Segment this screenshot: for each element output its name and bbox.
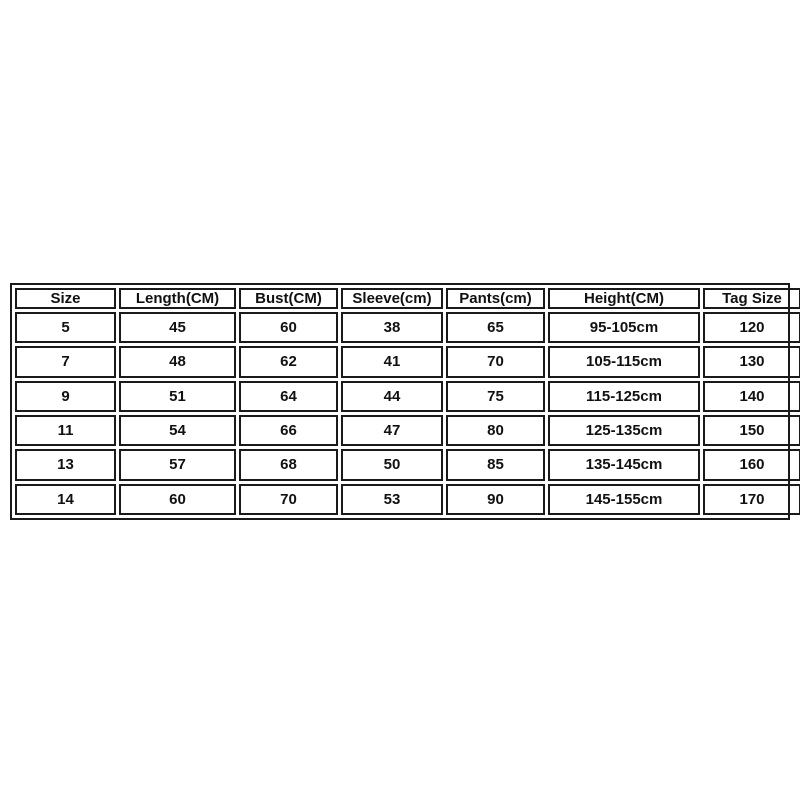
table-row xyxy=(15,346,800,377)
table-cell: 54 xyxy=(119,415,236,446)
table-cell: 60 xyxy=(119,484,236,515)
table-cell: 115-125cm xyxy=(548,381,700,412)
table-cell: 140 xyxy=(703,381,800,412)
table-cell: 130 xyxy=(703,346,800,377)
header-cell: Pants(cm) xyxy=(446,288,545,309)
table-cell: 135-145cm xyxy=(548,449,700,480)
table-cell: 65 xyxy=(446,312,545,343)
table-cell: 145-155cm xyxy=(548,484,700,515)
table-cell: 62 xyxy=(239,346,338,377)
table-cell: 120 xyxy=(703,312,800,343)
table-cell: 64 xyxy=(239,381,338,412)
table-cell: 85 xyxy=(446,449,545,480)
table-cell: 13 xyxy=(15,449,116,480)
table-cell: 70 xyxy=(446,346,545,377)
table-row xyxy=(15,415,800,446)
header-cell: Sleeve(cm) xyxy=(341,288,443,309)
size-chart-container xyxy=(10,283,790,520)
table-cell: 70 xyxy=(239,484,338,515)
table-cell: 41 xyxy=(341,346,443,377)
table-cell: 75 xyxy=(446,381,545,412)
table-cell: 60 xyxy=(239,312,338,343)
table-cell: 51 xyxy=(119,381,236,412)
table-row xyxy=(15,484,800,515)
table-cell: 68 xyxy=(239,449,338,480)
table-row xyxy=(15,449,800,480)
header-cell: Height(CM) xyxy=(548,288,700,309)
size-chart-table xyxy=(12,285,800,518)
table-cell: 48 xyxy=(119,346,236,377)
table-cell: 80 xyxy=(446,415,545,446)
table-cell: 7 xyxy=(15,346,116,377)
header-cell: Length(CM) xyxy=(119,288,236,309)
header-row xyxy=(15,288,800,309)
table-cell: 14 xyxy=(15,484,116,515)
table-cell: 170 xyxy=(703,484,800,515)
table-cell: 125-135cm xyxy=(548,415,700,446)
table-cell: 90 xyxy=(446,484,545,515)
table-cell: 47 xyxy=(341,415,443,446)
table-cell: 45 xyxy=(119,312,236,343)
table-row xyxy=(15,312,800,343)
table-cell: 11 xyxy=(15,415,116,446)
header-cell: Tag Size xyxy=(703,288,800,309)
header-cell: Size xyxy=(15,288,116,309)
table-cell: 160 xyxy=(703,449,800,480)
table-cell: 66 xyxy=(239,415,338,446)
table-cell: 5 xyxy=(15,312,116,343)
table-row xyxy=(15,381,800,412)
table-cell: 38 xyxy=(341,312,443,343)
table-cell: 9 xyxy=(15,381,116,412)
table-cell: 57 xyxy=(119,449,236,480)
table-cell: 105-115cm xyxy=(548,346,700,377)
table-cell: 50 xyxy=(341,449,443,480)
table-cell: 53 xyxy=(341,484,443,515)
table-cell: 44 xyxy=(341,381,443,412)
table-cell: 95-105cm xyxy=(548,312,700,343)
header-cell: Bust(CM) xyxy=(239,288,338,309)
table-cell: 150 xyxy=(703,415,800,446)
